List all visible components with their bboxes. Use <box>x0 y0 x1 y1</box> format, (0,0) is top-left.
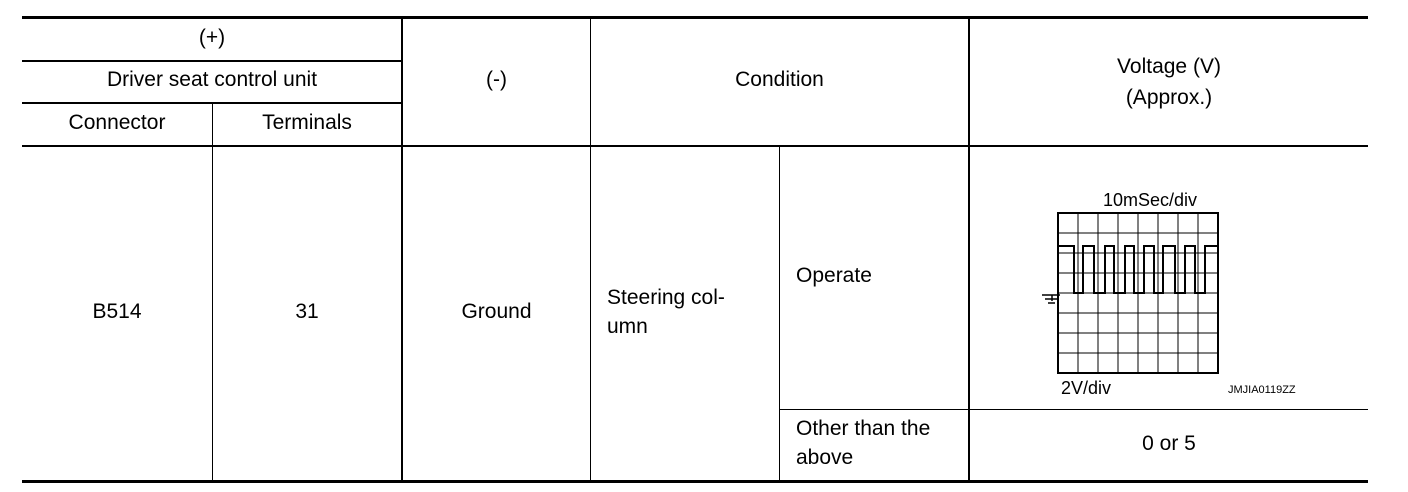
cell-minus: Ground <box>461 300 532 323</box>
time-per-div-label: 10mSec/div <box>1103 190 1198 210</box>
col-divider-subcondition <box>779 146 780 481</box>
cell-condition-other: Other than the above <box>796 417 931 469</box>
volt-per-div-label: 2V/div <box>1061 378 1112 398</box>
header-connector: Connector <box>68 111 166 134</box>
oscilloscope-grid <box>1030 183 1230 383</box>
header-bottom-border <box>22 145 1368 147</box>
figure-code: JMJIA0119ZZ <box>1228 384 1296 396</box>
header-condition: Condition <box>735 68 824 91</box>
cell-terminal: 31 <box>295 300 319 323</box>
header-voltage: Voltage (V) (Approx.) <box>1117 55 1221 109</box>
table-top-border <box>22 16 1368 19</box>
header-terminals: Terminals <box>262 111 352 134</box>
col-divider-connector <box>212 103 213 481</box>
cell-condition-item: Steering col- umn <box>607 286 725 338</box>
condition-row-divider <box>779 409 1368 410</box>
header-plus: (+) <box>198 26 226 49</box>
cell-condition-operate: Operate <box>796 264 872 287</box>
cell-connector: B514 <box>92 300 142 323</box>
table-bottom-border <box>22 480 1368 483</box>
header-unit: Driver seat control unit <box>106 68 318 91</box>
header-divider-plus <box>22 60 402 62</box>
cell-voltage-other: 0 or 5 <box>1142 432 1196 455</box>
header-minus: (-) <box>486 68 507 91</box>
